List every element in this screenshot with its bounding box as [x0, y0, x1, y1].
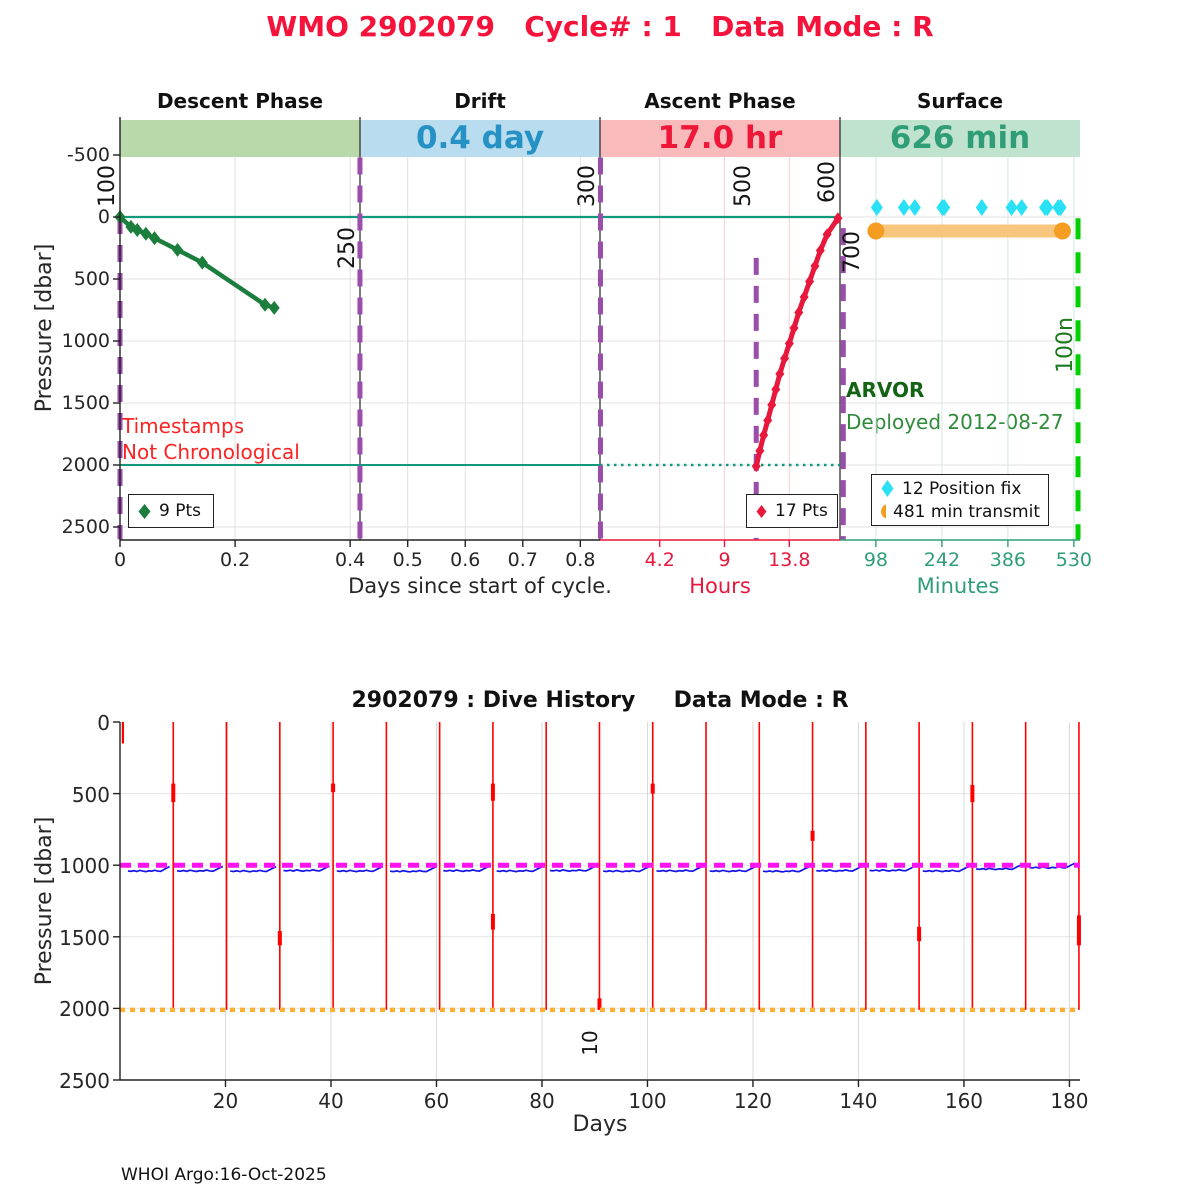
bottom-x-tick-label: 160 — [944, 1089, 984, 1113]
position-fix-marker — [871, 199, 883, 216]
event-label-300: 300 — [574, 165, 600, 207]
position-fix-marker — [1041, 199, 1053, 216]
minutes-tick-label: 386 — [989, 549, 1027, 571]
top-y-tick-label: 500 — [73, 268, 110, 290]
days-tick-label: 0.6 — [450, 549, 481, 571]
descent-points-legend — [128, 494, 214, 528]
descent-point — [172, 243, 183, 257]
phase-title-ascent: Ascent Phase — [644, 89, 796, 113]
event-label-700: 700 — [839, 230, 865, 273]
transmit-start-marker — [867, 223, 884, 240]
minutes-tick-label: 98 — [863, 549, 888, 571]
top-y-tick-label: 1000 — [61, 330, 110, 352]
ascent-profile-line — [756, 218, 838, 466]
bottom-y-tick-label: 1500 — [59, 925, 110, 950]
hours-tick-label: 9 — [718, 549, 731, 571]
bottom-y-tick-label: 2500 — [59, 1069, 110, 1093]
bottom-x-tick-label: 120 — [733, 1089, 773, 1113]
bottom-x-tick-label: 140 — [839, 1089, 878, 1113]
phase-title-surface: Surface — [916, 89, 1004, 113]
surface-legend — [871, 474, 1049, 526]
days-tick-label: 0 — [113, 549, 127, 571]
top-y-tick-label: 2000 — [61, 454, 110, 476]
bottom-x-tick-label: 40 — [318, 1089, 344, 1113]
hours-tick-label: 13.8 — [768, 549, 811, 571]
bottom-y-tick-label: 2000 — [59, 997, 110, 1022]
ascent-points-legend — [746, 494, 838, 528]
orange-circle-marker-icon — [880, 503, 886, 520]
drift-duration-label: 0.4 day — [415, 120, 545, 156]
top-y-tick-label: 0 — [97, 206, 110, 228]
ascent-duration-label: 17.0 hr — [657, 120, 783, 156]
bottom-x-tick-label: 180 — [1050, 1089, 1089, 1113]
bottom-x-tick-label: 60 — [423, 1089, 450, 1113]
drift-pressure-line — [923, 867, 969, 872]
green-diamond-marker-icon — [137, 503, 152, 520]
position-fix-marker — [898, 199, 910, 216]
ascent-points-legend-label: 17 Pts — [775, 501, 828, 521]
bottom-x-tick-label: 80 — [529, 1089, 555, 1113]
event-label-600: 600 — [814, 161, 840, 204]
days-tick-label: 0.2 — [219, 549, 251, 571]
event-label-500: 500 — [730, 165, 756, 207]
figure-title: WMO 2902079 Cycle# : 1 Data Mode : R — [266, 10, 934, 43]
phase-title-descent: Descent Phase — [156, 89, 324, 113]
descent-points-legend-label: 9 Pts — [159, 501, 201, 521]
days-tick-label: 0.8 — [565, 549, 596, 571]
position-fix-marker — [909, 199, 921, 216]
transmit-legend-label: 481 min transmit — [893, 501, 1040, 522]
dive-history-title: 2902079 : Dive History Data Mode : R — [351, 688, 849, 713]
timestamps-warning-line2: Not Chronological — [122, 440, 300, 464]
deployed-date-label: Deployed 2012-08-27 — [846, 410, 1064, 434]
bottom-x-tick-label: 100 — [628, 1089, 667, 1113]
position-fix-marker — [976, 199, 988, 216]
bottom-y-tick-label: 500 — [71, 782, 110, 807]
position-fix-marker — [1055, 199, 1067, 216]
minutes-tick-label: 530 — [1055, 549, 1093, 571]
footer-credit: WHOI Argo:16-Oct-2025 — [121, 1165, 327, 1185]
drift-pressure-line — [1029, 863, 1075, 868]
cyan-diamond-marker-icon — [880, 479, 895, 498]
bottom-x-tick-label: 20 — [212, 1089, 239, 1113]
top-y-tick-label: 1500 — [61, 392, 110, 414]
top-y-tick-label: -500 — [66, 144, 110, 166]
bottom-y-tick-label: 1000 — [59, 854, 110, 879]
cycle-number-annotation: 10 — [578, 1030, 603, 1056]
top-y-tick-label: 2500 — [61, 516, 110, 538]
event-label-100n: 100n — [1052, 316, 1078, 373]
position-fix-legend-label: 12 Position fix — [902, 478, 1022, 499]
event-label-100: 100 — [94, 165, 120, 207]
days-tick-label: 0.4 — [335, 549, 366, 571]
top-y-axis-title: Pressure [dbar] — [31, 243, 57, 413]
days-tick-label: 0.7 — [507, 549, 538, 571]
bottom-x-axis-caption: Days — [572, 1112, 628, 1137]
surface-duration-label: 626 min — [889, 120, 1031, 156]
hours-axis-caption: Hours — [689, 574, 751, 598]
phase-title-drift: Drift — [454, 89, 506, 113]
bottom-y-tick-label: 0 — [97, 711, 110, 735]
event-label-250: 250 — [334, 227, 360, 269]
transmit-band — [876, 225, 1063, 238]
transmit-end-marker — [1054, 223, 1071, 240]
hours-tick-label: 4.2 — [644, 549, 675, 571]
minutes-axis-caption: Minutes — [916, 574, 1000, 598]
bottom-y-axis-title: Pressure [dbar] — [31, 816, 57, 986]
position-fix-marker — [1016, 199, 1028, 216]
minutes-tick-label: 242 — [923, 549, 961, 571]
red-diamond-marker-icon — [755, 503, 768, 520]
timestamps-warning-line1: Timestamps — [122, 414, 245, 438]
position-fix-marker — [938, 199, 950, 216]
days-axis-caption: Days since start of cycle. — [348, 574, 612, 598]
days-tick-label: 0.5 — [392, 549, 423, 571]
float-model-label: ARVOR — [846, 378, 925, 402]
descent-point — [269, 301, 280, 315]
